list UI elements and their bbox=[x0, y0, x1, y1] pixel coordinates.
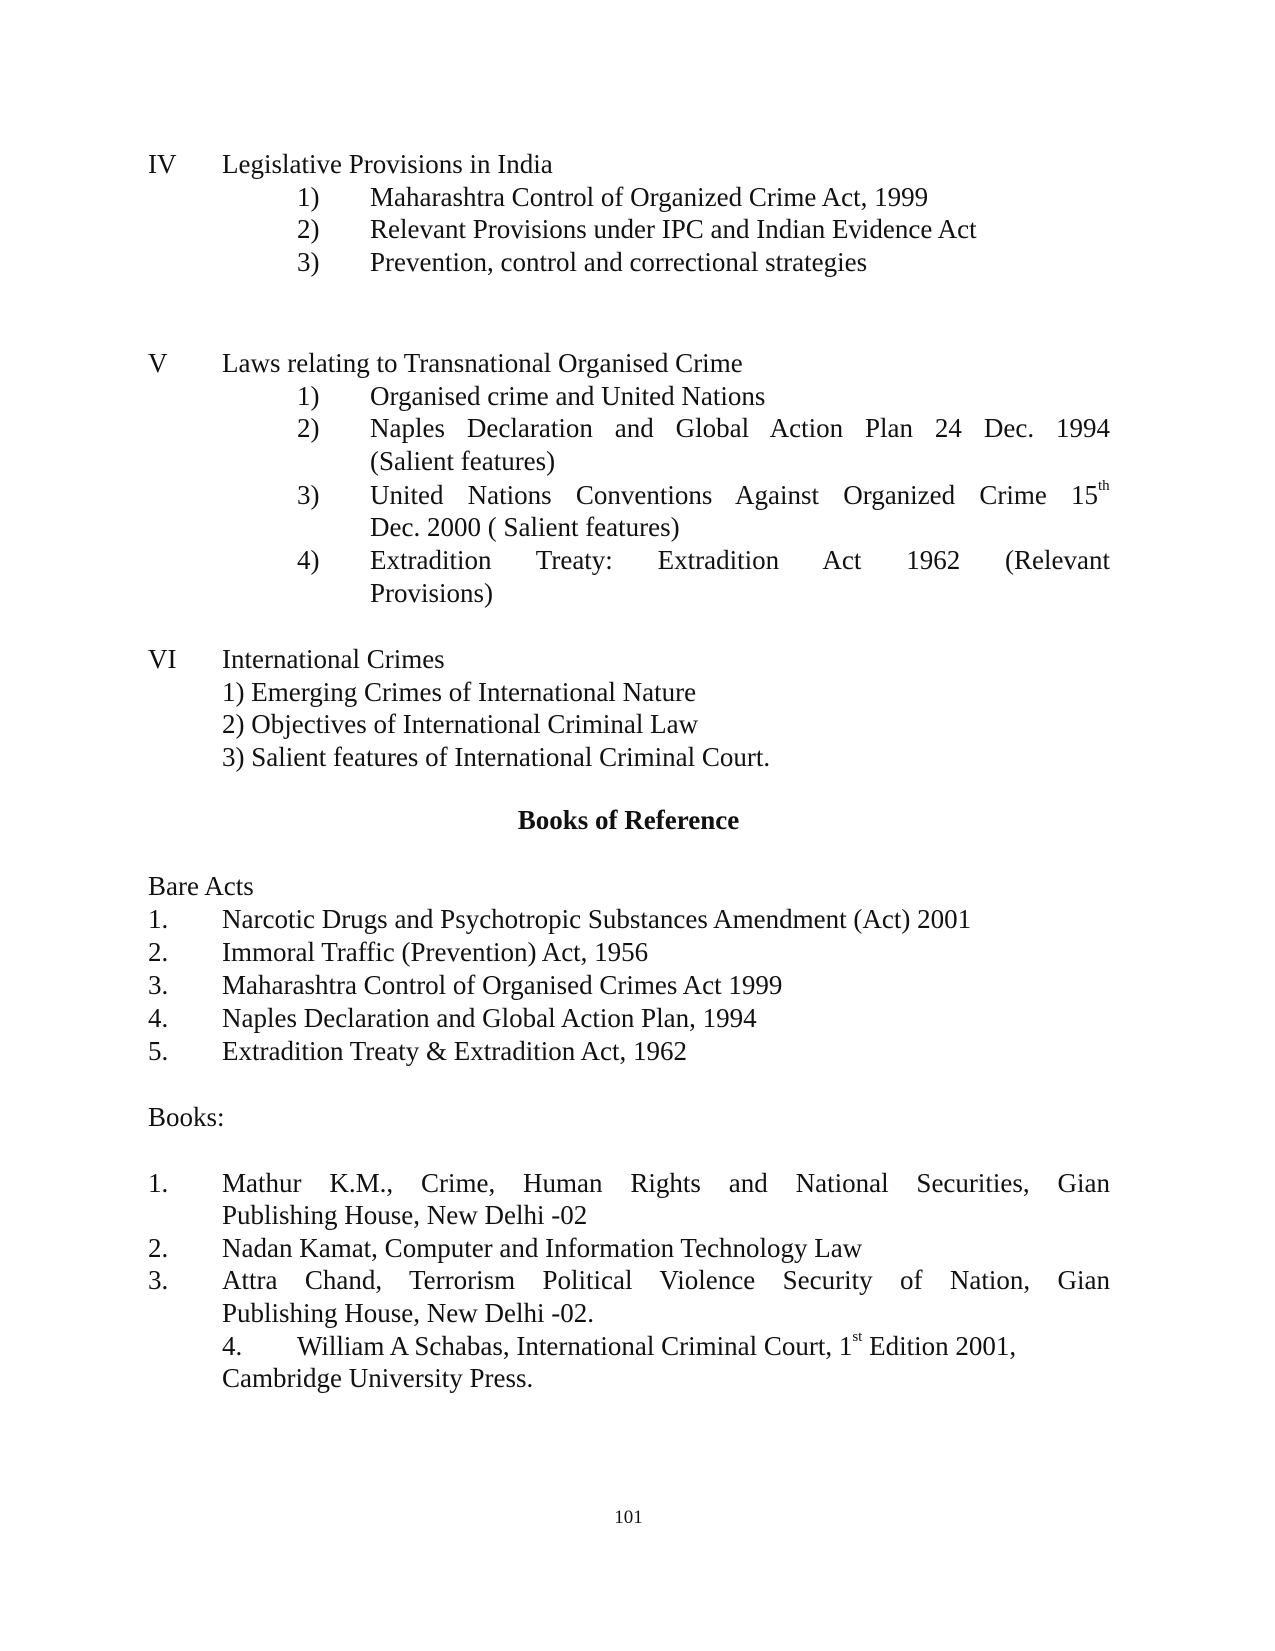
item-number: 3) bbox=[297, 247, 320, 277]
books-heading: Books of Reference bbox=[517, 805, 740, 835]
item-number: 3. bbox=[148, 970, 169, 1000]
item-number: 1. bbox=[148, 904, 169, 934]
item-text: Maharashtra Control of Organised Crimes Act 1999 bbox=[222, 970, 783, 1000]
item-number: 4) bbox=[297, 545, 320, 575]
section-title: International Crimes bbox=[222, 644, 445, 674]
item-text-part: Edition 2001, bbox=[862, 1331, 1017, 1361]
item-text-continued: Dec. 2000 ( Salient features) bbox=[370, 512, 680, 542]
item-text: Maharashtra Control of Organized Crime Act, 1999 bbox=[370, 182, 929, 212]
section-numeral: IV bbox=[148, 149, 177, 179]
section-numeral: V bbox=[148, 348, 168, 378]
item-text bbox=[297, 1330, 1016, 1362]
item-number: 3) bbox=[297, 480, 320, 510]
item-text-continued: Provisions) bbox=[370, 578, 494, 608]
item-number: 1) bbox=[297, 182, 320, 212]
item-text: Naples Declaration and Global Action Plan 24 Dec. 1994 bbox=[370, 413, 1110, 443]
item-number: 3. bbox=[148, 1265, 169, 1295]
bare-acts-label: Bare Acts bbox=[148, 871, 254, 901]
books-label: Books: bbox=[148, 1102, 225, 1132]
item-text: Prevention, control and correctional strategies bbox=[370, 247, 868, 277]
list-item: 2) Objectives of International Criminal Law bbox=[222, 709, 699, 739]
item-text: Immoral Traffic (Prevention) Act, 1956 bbox=[222, 937, 649, 967]
item-number: 2) bbox=[297, 214, 320, 244]
item-number: 1. bbox=[148, 1168, 169, 1198]
item-number: 4. bbox=[222, 1331, 243, 1361]
item-text-continued: Publishing House, New Delhi -02. bbox=[222, 1298, 594, 1328]
item-text-continued: (Salient features) bbox=[370, 446, 556, 476]
item-number: 1) bbox=[297, 381, 320, 411]
item-text: Attra Chand, Terrorism Political Violence Security of Nation, Gian bbox=[222, 1265, 1110, 1295]
item-text: Extradition Treaty & Extradition Act, 1962 bbox=[222, 1036, 687, 1066]
item-text: Naples Declaration and Global Action Plan, 1994 bbox=[222, 1003, 757, 1033]
list-item: 3) Salient features of International Criminal Court. bbox=[222, 742, 771, 772]
item-text: Relevant Provisions under IPC and Indian Evidence Act bbox=[370, 214, 977, 244]
section-title: Laws relating to Transnational Organised Crime bbox=[222, 348, 743, 378]
item-text: Narcotic Drugs and Psychotropic Substances Amendment (Act) 2001 bbox=[222, 904, 972, 934]
item-text: Extradition Treaty: Extradition Act 1962 (Relevant bbox=[370, 545, 1110, 575]
item-text: Organised crime and United Nations bbox=[370, 381, 766, 411]
item-number: 5. bbox=[148, 1036, 169, 1066]
item-number: 2) bbox=[297, 413, 320, 443]
section-numeral: VI bbox=[148, 644, 177, 674]
item-text-continued: Cambridge University Press. bbox=[222, 1363, 534, 1393]
item-number: 2. bbox=[148, 937, 169, 967]
superscript: st bbox=[852, 1329, 863, 1345]
item-text: Nadan Kamat, Computer and Information Technology Law bbox=[222, 1233, 863, 1263]
page-number: 101 bbox=[614, 1507, 643, 1528]
item-number: 4. bbox=[148, 1003, 169, 1033]
item-number: 2. bbox=[148, 1233, 169, 1263]
item-text: Mathur K.M., Crime, Human Rights and National Securities, Gian bbox=[222, 1168, 1110, 1198]
section-title: Legislative Provisions in India bbox=[222, 149, 553, 179]
item-text-part: William A Schabas, International Criminal Court, 1 bbox=[297, 1331, 853, 1361]
item-text: United Nations Conventions Against Organized Crime 15 bbox=[370, 480, 1098, 510]
document-page: IV Legislative Provisions in India 1) Maharashtra Control of Organized Crime Act, 1999 2) Relevant Provisions under IPC and Indian Evidence Act 3) Prevention, control and correctional strategies V Laws relating to Transnational Organised Crime 1) Organised crime and United Nations 2) Naples Declaration and Global Action Plan 24 Dec. 1994 (Salient features) 3) United Nations Conventions Against Organized Crime 15 th Dec. 2000 ( Salient features) 4) Extradition Treaty: Extradition Act 1962 (Relevant Provisions) VI International Crimes 1) Emerging Crimes of International Nature 2) Objectives of International Criminal Law 3) Salient features of International Criminal Court. Books of Reference Bare Acts 1. Narcotic Drugs and Psychotropic Substances Amendment (Act) 2001 2. Immoral Traffic (Prevention) Act, 1956 3. Maharashtra Control of Organised Crimes Act 1999 4. Naples Declaration and Global Action Plan, 1994 5. Extradition Treaty & Extradition Act, 1962 Books: 1. Mathur K.M., Crime, Human Rights and National Securities, Gian Publishing House, New Delhi -02 2. Nadan Kamat, Computer and Information Technology Law 3. Attra Chand, Terrorism Political Violence Security of Nation, Gian Publishing House, New Delhi -02. 4. William A Schabas, International Criminal Court, 1st Edition 2001, Cambridge University Press. 101 bbox=[0, 0, 1275, 1651]
list-item: 1) Emerging Crimes of International Nature bbox=[222, 677, 697, 707]
item-text-continued: Publishing House, New Delhi -02 bbox=[222, 1200, 588, 1230]
